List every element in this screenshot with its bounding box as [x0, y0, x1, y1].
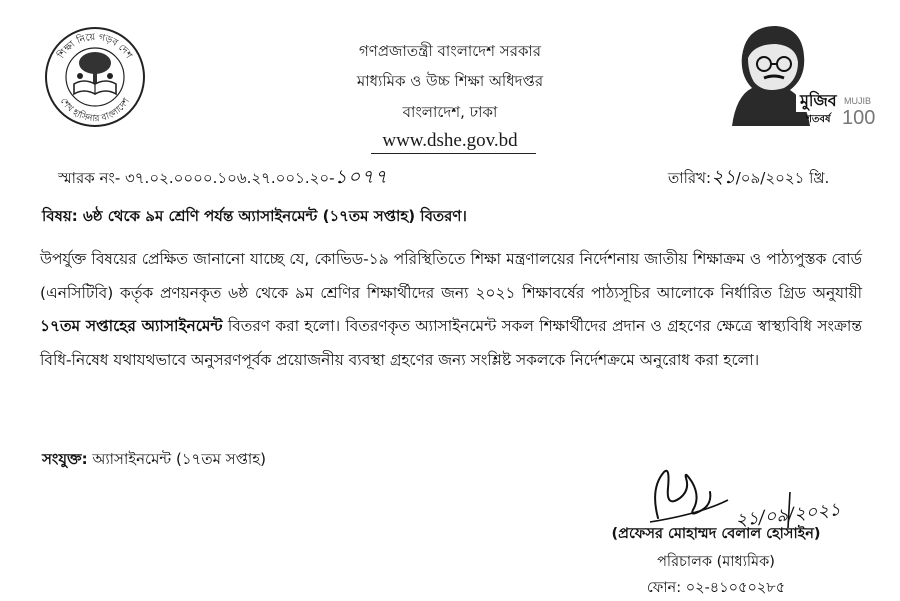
mujib-en-caption: MUJIB	[844, 96, 871, 106]
memo-date	[668, 163, 829, 195]
signatory-title: পরিচালক (মাধ্যমিক)	[657, 554, 775, 570]
body-part-1: উপর্যুক্ত বিষয়ের প্রেক্ষিত জানানো যাচ্ছে যে, কোভিড-১৯ পরিস্থিতিতে শিক্ষা মন্ত্রণালয়ের নির্দেশনায় জাতীয় শিক্ষাক্রম ও পাঠ্যপুস্তক বোর্ড (এনসিটিবি) কর্তৃক প্রণয়নকৃত ৬ষ্ঠ থেকে ৯ম শ্রেণির শিক্ষার্থীদের জন্য ২০২১ শিক্ষাবর্ষের পাঠ্যসূচির আলোকে নির্ধারিত গ্রিড অনুযায়ী	[40, 250, 862, 302]
memo-number-handwritten: ১০৭৭	[334, 166, 388, 188]
department-title: মাধ্যমিক ও উচ্চ শিক্ষা অধিদপ্তর	[356, 72, 544, 90]
signatory-name: (প্রফেসর মোহাম্মদ বেলাল হোসাইন)	[611, 526, 821, 542]
emblem-ring-bottom-text: শেখ হাসিনার বাংলাদেশ	[57, 96, 132, 125]
signature-date: ২১/০৯/২০২১	[734, 499, 842, 531]
signatory-phone: ফোন: ০২-৪১০৫০২৮৫	[646, 580, 786, 596]
attachment-line	[42, 448, 266, 473]
mujib-bn-caption: মুজিব	[800, 91, 837, 110]
date-day-handwritten: ২১	[711, 166, 736, 188]
govt-title: গণপ্রজাতন্ত্রী বাংলাদেশ সরকার	[358, 42, 542, 60]
website-underline	[371, 153, 536, 154]
website-link[interactable]: www.dshe.gov.bd	[382, 130, 518, 151]
date-rest: /০৯/২০২১ খ্রি.	[735, 169, 830, 187]
shotoborsho-caption: শতবর্ষ	[806, 114, 831, 125]
portrait-emblem-icon	[718, 18, 876, 130]
handwritten-signature	[640, 448, 840, 534]
attachment-label: সংযুক্ত:	[42, 450, 88, 468]
memo-reference-label: স্মারক নং- ৩৭.০২.০০০০.১০৬.২৭.০০১.২০-	[58, 169, 335, 187]
attachment-value: অ্যাসাইনমেন্ট (১৭তম সপ্তাহ)	[87, 450, 266, 468]
emblem-ring-top-text: শিক্ষা নিয়ে গড়ব দেশ	[55, 31, 135, 61]
body-paragraph	[40, 243, 862, 377]
memo-reference	[58, 163, 388, 195]
hundred-caption: 100	[842, 107, 876, 129]
body-part-2: বিতরণ করা হলো। বিতরণকৃত অ্যাসাইনমেন্ট সকল শিক্ষার্থীদের প্রদান ও গ্রহণের ক্ষেত্রে স্বাস্থ্যবিধি সংক্রান্ত বিধি-নিষেধ যথাযথভাবে অনুসরণপূর্বক প্রয়োজনীয় ব্যবস্থা গ্রহণের জন্য সংশ্লিষ্ট সকলকে নির্দেশক্রমে অনুরোধ করা হলো।	[40, 317, 862, 369]
subject-line: বিষয়: ৬ষ্ঠ থেকে ৯ম শ্রেণি পর্যন্ত অ্যাসাইনমেন্ট (১৭তম সপ্তাহ) বিতরণ।	[42, 207, 467, 225]
date-label: তারিখ:	[668, 169, 712, 187]
location-title: বাংলাদেশ, ঢাকা	[402, 103, 498, 121]
body-highlight: ১৭তম সপ্তাহের অ্যাসাইনমেন্ট	[40, 317, 223, 336]
